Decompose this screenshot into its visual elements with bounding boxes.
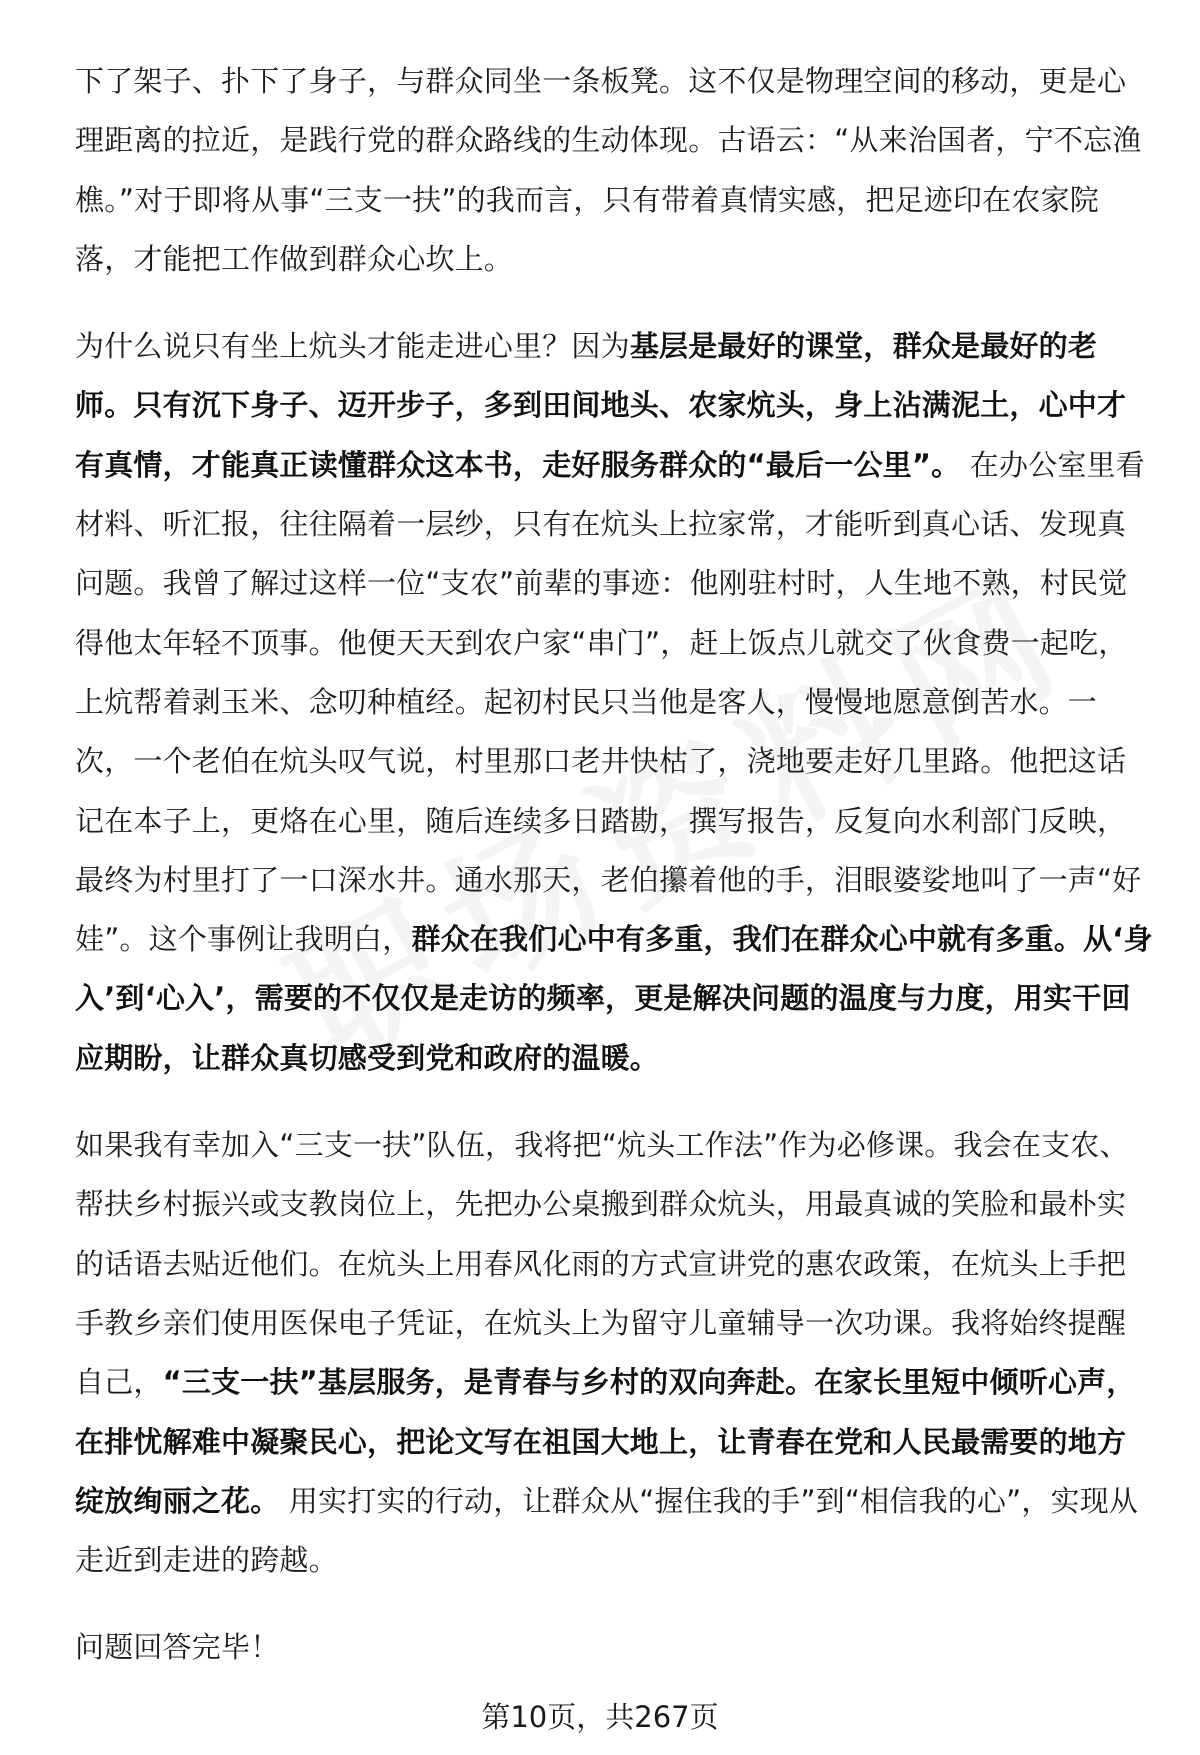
paragraph-2 (75, 317, 1155, 1088)
text-run: 用实打实的行动，让群众从“握住我的手”到“相信我的心”，实现从走近到走进的跨越。 (75, 1483, 1139, 1578)
bold-text-run: 基层是最好的课堂，群众是最好的老师。只有沉下身子、迈开步子，多到田间地头、农家炕头，身上沾满泥土，心中才有真情，才能真正读懂群众这本书，走好服务群众的“最后一公里”。 (75, 329, 1127, 482)
text-run: 在办公室里看材料、听汇报，往往隔着一层纱，只有在炕头上拉家常，才能听到真心话、发现真问题。我曾了解过这样一位“支农”前辈的事迹：他刚驻村时，人生地不熟，村民觉得他太年轻不顶事。他便天天到农户家“串门”，赶上饭点儿就交了伙食费一起吃，上炕帮着剥玉米、念叨种植经。起初村民只当他是客人，慢慢地愿意倒苦水。一次，一个老伯在炕头叹气说，村里那口老井快枯了，浇地要走好几里路。他把这话记在本子上，更烙在心里，随后连续多日踏勘，撰写报告，反复向水利部门反映，最终为村里打了一口深水井。通水那天，老伯攥着他的手，泪眼婆娑地叫了一声“好娃”。这个事例让我明白， (75, 447, 1145, 957)
page-number: 第10页，共267页 (481, 1700, 719, 1734)
text-run: 如果我有幸加入“三支一扶”队伍，我将把“炕头工作法”作为必修课。我会在支农、帮扶乡村振兴或支教岗位上，先把办公桌搬到群众炕头，用最真诚的笑脸和最朴实的话语去贴近他们。在炕头上用春风化雨的方式宣讲党的惠农政策，在炕头上手把手教乡亲们使用医保电子凭证，在炕头上为留守儿童辅导一次功课。我将始终提醒自己， (75, 1128, 1129, 1400)
bold-text-run: “三支一扶”基层服务，是青春与乡村的双向奔赴。在家长里短中倾听心声，在排忧解难中凝聚民心，把论文写在祖国大地上，让青春在党和人民最需要的地方绽放绚丽之花。 (75, 1365, 1136, 1518)
paragraph-1 (75, 52, 1155, 289)
paragraph-closing (75, 1618, 1155, 1677)
text-run: 为什么说只有坐上炕头才能走进心里？因为 (75, 329, 630, 364)
text-run: 问题回答完毕！ (75, 1630, 280, 1665)
paragraph-3 (75, 1116, 1155, 1590)
bold-text-run: 群众在我们心中有多重，我们在群众心中就有多重。从‘身入’到‘心入’，需要的不仅仅是走访的频率，更是解决问题的温度与力度，用实干回应期盼，让群众真切感受到党和政府的温暖。 (75, 922, 1153, 1075)
text-run: 下了架子、扑下了身子，与群众同坐一条板凳。这不仅是物理空间的移动，更是心理距离的拉近，是践行党的群众路线的生动体现。古语云：“从来治国者，宁不忘渔樵。”对于即将从事“三支一扶”的我而言，只有带着真情实感，把足迹印在农家院落，才能把工作做到群众心坎上。 (75, 64, 1142, 276)
document-body (75, 52, 1155, 1706)
